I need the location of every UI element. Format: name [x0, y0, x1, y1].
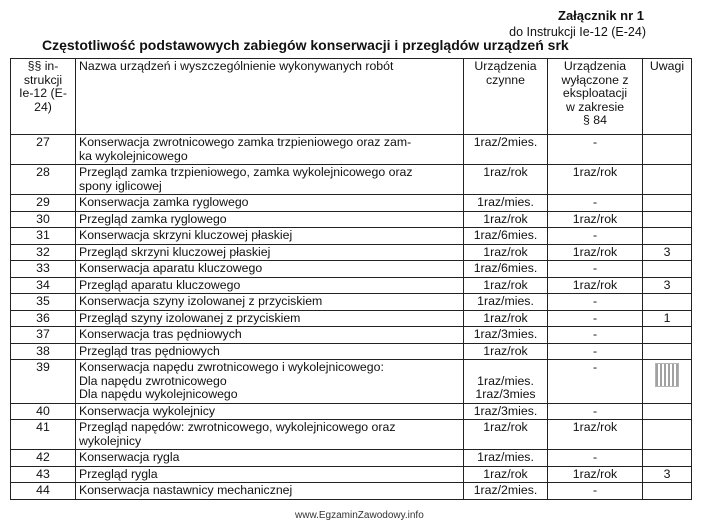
row-disabled-frequency: 1raz/rok: [548, 244, 643, 261]
table-row: [11, 195, 692, 212]
row-active-frequency: 1raz/rok: [464, 165, 548, 195]
row-notes: [643, 420, 692, 450]
row-notes: [643, 403, 692, 420]
table-header-row: [11, 59, 692, 135]
row-device-name: Konserwacja zamka ryglowego: [76, 195, 464, 212]
row-notes: [643, 450, 692, 467]
row-active-frequency: 1raz/2mies.: [464, 135, 548, 165]
row-device-name: Przegląd aparatu kluczowego: [76, 277, 464, 294]
row-disabled-frequency: -: [548, 228, 643, 245]
row-paragraph: 41: [11, 420, 76, 450]
row-disabled-frequency: -: [548, 261, 643, 278]
row-device-name: Przegląd skrzyni kluczowej płaskiej: [76, 244, 464, 261]
row-disabled-frequency: -: [548, 403, 643, 420]
footer-site: www.EgzaminZawodowy.info: [295, 510, 424, 521]
table-row: [11, 294, 692, 311]
row-device-name: Przegląd zamka ryglowego: [76, 211, 464, 228]
row-active-frequency: 1raz/rok: [464, 420, 548, 450]
table-row: [11, 261, 692, 278]
header-active-devices: Urządzenia czynne: [464, 59, 548, 135]
row-active-frequency: 1raz/mies.: [464, 294, 548, 311]
row-paragraph: 39: [11, 360, 76, 404]
table-row: [11, 228, 692, 245]
row-disabled-frequency: -: [548, 360, 643, 404]
row-paragraph: 42: [11, 450, 76, 467]
row-active-frequency: 1raz/rok: [464, 211, 548, 228]
row-paragraph: 35: [11, 294, 76, 311]
row-notes: [643, 327, 692, 344]
table-row: [11, 343, 692, 360]
row-device-name: Konserwacja napędu zwrotnicowego i wykolejnicowego: Dla napędu zwrotnicowego Dla napędu wykolejnicowego: [76, 360, 464, 404]
row-device-name: Przegląd zamka trzpieniowego, zamka wykolejnicowego oraz spony iglicowej: [76, 165, 464, 195]
header-disabled-devices: Urządzenia wyłączone z eksploatacji w zakresie § 84: [548, 59, 643, 135]
row-paragraph: 30: [11, 211, 76, 228]
row-notes: [643, 261, 692, 278]
row-active-frequency: 1raz/rok: [464, 244, 548, 261]
row-device-name: Przegląd szyny izolowanej z przyciskiem: [76, 310, 464, 327]
table-row: [11, 450, 692, 467]
table-row: [11, 310, 692, 327]
row-notes: [643, 195, 692, 212]
table-row: [11, 420, 692, 450]
row-paragraph: 34: [11, 277, 76, 294]
row-notes: [643, 294, 692, 311]
row-notes: [643, 165, 692, 195]
row-disabled-frequency: 1raz/rok: [548, 420, 643, 450]
row-device-name: Konserwacja skrzyni kluczowej płaskiej: [76, 228, 464, 245]
row-active-frequency: 1raz/6mies.: [464, 228, 548, 245]
row-notes: [643, 228, 692, 245]
row-disabled-frequency: -: [548, 450, 643, 467]
row-paragraph: 32: [11, 244, 76, 261]
table-row: [11, 466, 692, 483]
row-active-frequency: 1raz/6mies.: [464, 261, 548, 278]
row-paragraph: 44: [11, 483, 76, 500]
document-title: Częstotliwość podstawowych zabiegów konserwacji i przeglądów urządzeń srk: [42, 37, 569, 53]
row-paragraph: 27: [11, 135, 76, 165]
row-active-frequency: 1raz/rok: [464, 466, 548, 483]
row-paragraph: 36: [11, 310, 76, 327]
row-device-name: Konserwacja aparatu kluczowego: [76, 261, 464, 278]
row-disabled-frequency: 1raz/rok: [548, 466, 643, 483]
row-notes: [643, 211, 692, 228]
table-row: [11, 403, 692, 420]
row-paragraph: 31: [11, 228, 76, 245]
row-active-frequency: 1raz/mies.: [464, 195, 548, 212]
row-device-name: Przegląd napędów: zwrotnicowego, wykolejnicowego oraz wykolejnicy: [76, 420, 464, 450]
row-paragraph: 43: [11, 466, 76, 483]
row-active-frequency: 1raz/rok: [464, 277, 548, 294]
qr-code-icon: [655, 363, 679, 387]
table-row: [11, 360, 692, 404]
row-device-name: Konserwacja nastawnicy mechanicznej: [76, 483, 464, 500]
header-paragraph: §§ in- strukcji Ie-12 (E- 24): [11, 59, 76, 135]
row-notes: 3: [643, 277, 692, 294]
row-notes: [643, 135, 692, 165]
row-active-frequency: 1raz/2mies.: [464, 483, 548, 500]
row-active-frequency: 1raz/mies. 1raz/3mies: [464, 360, 548, 404]
row-notes: 3: [643, 466, 692, 483]
row-device-name: Konserwacja zwrotnicowego zamka trzpieniowego oraz zam- ka wykolejnicowego: [76, 135, 464, 165]
annex-title: Załącznik nr 1: [558, 8, 644, 23]
row-device-name: Konserwacja rygla: [76, 450, 464, 467]
table-row: [11, 211, 692, 228]
row-device-name: Konserwacja szyny izolowanej z przyciskiem: [76, 294, 464, 311]
row-disabled-frequency: -: [548, 135, 643, 165]
row-notes: [643, 360, 692, 404]
row-active-frequency: 1raz/rok: [464, 310, 548, 327]
row-disabled-frequency: 1raz/rok: [548, 211, 643, 228]
row-notes: [643, 343, 692, 360]
row-paragraph: 37: [11, 327, 76, 344]
row-notes: 3: [643, 244, 692, 261]
row-active-frequency: 1raz/rok: [464, 343, 548, 360]
row-device-name: Przegląd tras pędniowych: [76, 343, 464, 360]
annex-reference: do Instrukcji Ie-12 (E-24): [509, 25, 646, 39]
row-active-frequency: 1raz/3mies.: [464, 327, 548, 344]
row-disabled-frequency: 1raz/rok: [548, 277, 643, 294]
row-disabled-frequency: 1raz/rok: [548, 165, 643, 195]
row-notes: [643, 483, 692, 500]
row-device-name: Konserwacja wykolejnicy: [76, 403, 464, 420]
row-active-frequency: 1raz/mies.: [464, 450, 548, 467]
table-row: [11, 483, 692, 500]
row-disabled-frequency: -: [548, 310, 643, 327]
header-notes: Uwagi: [643, 59, 692, 135]
row-device-name: Konserwacja tras pędniowych: [76, 327, 464, 344]
table-row: [11, 327, 692, 344]
row-notes: 1: [643, 310, 692, 327]
row-active-frequency: 1raz/3mies.: [464, 403, 548, 420]
row-disabled-frequency: -: [548, 343, 643, 360]
row-disabled-frequency: -: [548, 195, 643, 212]
table-row: [11, 277, 692, 294]
row-paragraph: 29: [11, 195, 76, 212]
table-body: [11, 135, 692, 500]
row-paragraph: 28: [11, 165, 76, 195]
maintenance-frequency-table: [10, 58, 692, 500]
table-row: [11, 165, 692, 195]
row-disabled-frequency: -: [548, 483, 643, 500]
row-paragraph: 38: [11, 343, 76, 360]
header-device-name: Nazwa urządzeń i wyszczególnienie wykonywanych robót: [76, 59, 464, 135]
table-row: [11, 135, 692, 165]
row-device-name: Przegląd rygla: [76, 466, 464, 483]
table-row: [11, 244, 692, 261]
row-paragraph: 40: [11, 403, 76, 420]
row-disabled-frequency: -: [548, 327, 643, 344]
row-disabled-frequency: -: [548, 294, 643, 311]
row-paragraph: 33: [11, 261, 76, 278]
